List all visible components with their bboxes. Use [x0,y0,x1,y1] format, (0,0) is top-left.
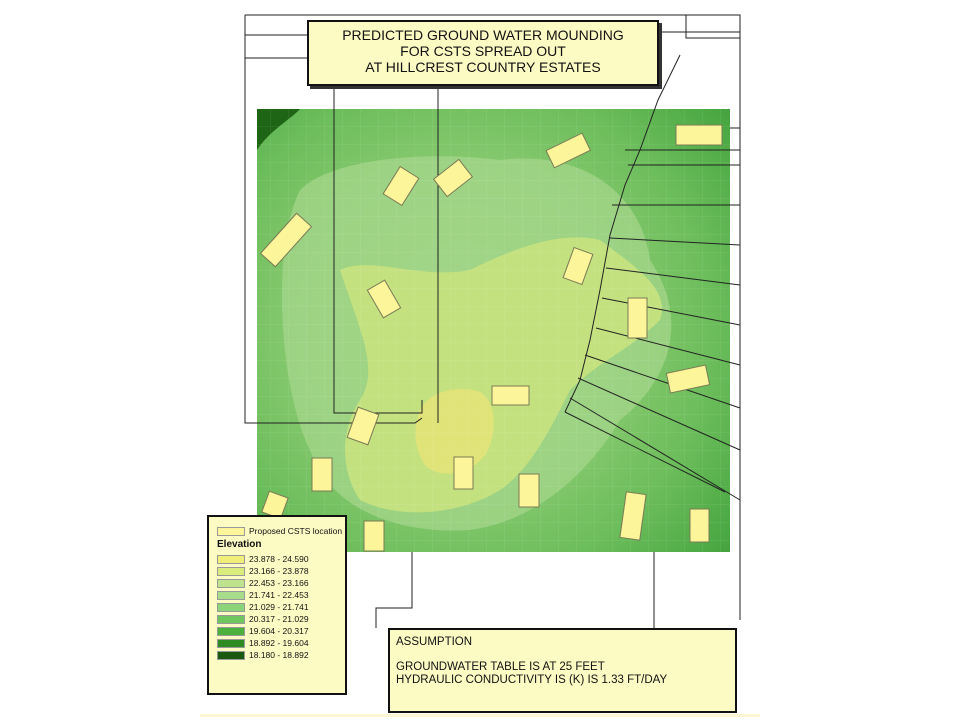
legend-class-label: 22.453 - 23.166 [249,578,309,588]
legend-class-swatch [217,555,245,564]
legend-class-swatch [217,627,245,636]
legend-class-label: 18.180 - 18.892 [249,650,309,660]
legend-class-row [217,613,345,625]
legend-class-label: 21.741 - 22.453 [249,590,309,600]
legend-class-label: 21.029 - 21.741 [249,602,309,612]
csts-location [628,298,647,338]
csts-location [312,458,332,491]
legend-class-list [217,553,345,661]
csts-location [676,125,722,145]
legend-class-label: 18.892 - 19.604 [249,638,309,648]
legend-class-swatch [217,591,245,600]
assumption-heading: ASSUMPTION [396,636,473,648]
legend-class-row [217,553,345,565]
csts-location [454,457,473,489]
csts-location [690,509,709,542]
legend-class-swatch [217,567,245,576]
map-title-box [307,20,659,86]
csts-location [364,521,384,551]
legend-class-row [217,601,345,613]
legend-class-row [217,649,345,661]
legend-location-swatch [217,527,245,536]
legend-class-row [217,625,345,637]
assumption-line-1: GROUNDWATER TABLE IS AT 25 FEET [396,661,605,673]
legend-location-row [217,525,345,537]
legend-class-swatch [217,615,245,624]
title-line-3: AT HILLCREST COUNTRY ESTATES [365,59,601,75]
assumption-line-2: HYDRAULIC CONDUCTIVITY IS (K) IS 1.33 FT/DAY [396,674,668,686]
legend-class-swatch [217,639,245,648]
legend-class-label: 19.604 - 20.317 [249,626,309,636]
legend-class-label: 20.317 - 21.029 [249,614,309,624]
csts-location [492,386,529,405]
title-line-2: FOR CSTS SPREAD OUT [400,43,566,59]
map-legend [207,515,347,695]
csts-location [519,474,539,507]
legend-class-label: 23.878 - 24.590 [249,554,309,564]
legend-class-row [217,589,345,601]
legend-class-label: 23.166 - 23.878 [249,566,309,576]
bottom-strip [200,714,760,717]
legend-class-swatch [217,651,245,660]
legend-class-row [217,565,345,577]
title-line-1: PREDICTED GROUND WATER MOUNDING [342,27,624,43]
legend-location-label: Proposed CSTS location [249,526,343,536]
assumption-box [388,628,737,713]
legend-class-row [217,637,345,649]
legend-class-row [217,577,345,589]
legend-class-swatch [217,603,245,612]
legend-heading: Elevation [217,539,262,550]
legend-class-swatch [217,579,245,588]
